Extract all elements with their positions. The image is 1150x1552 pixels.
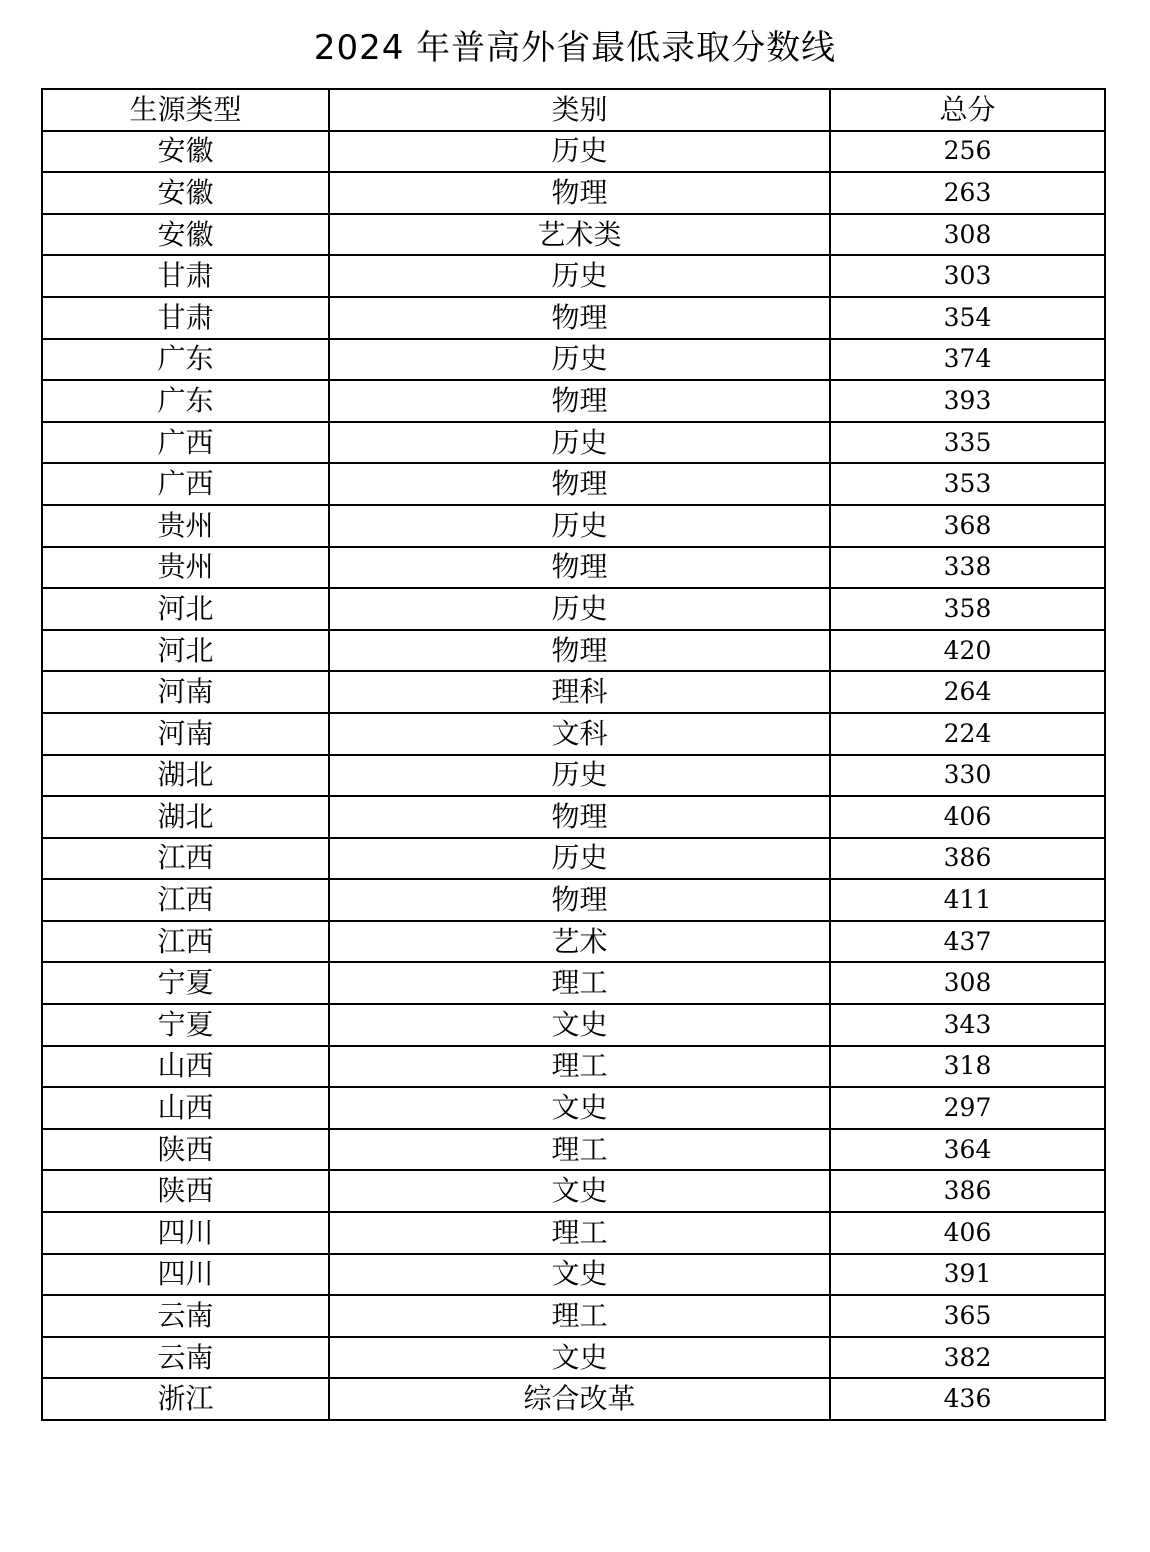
cell-total-score: 436 bbox=[830, 1378, 1105, 1420]
header-source-type: 生源类型 bbox=[42, 89, 329, 131]
table-row bbox=[42, 755, 1105, 797]
table-row bbox=[42, 380, 1105, 422]
cell-category: 文史 bbox=[329, 1004, 830, 1046]
cell-total-score: 411 bbox=[830, 879, 1105, 921]
cell-category: 文史 bbox=[329, 1337, 830, 1379]
cell-source-type: 河北 bbox=[42, 630, 329, 672]
table-row bbox=[42, 1170, 1105, 1212]
table-row bbox=[42, 1212, 1105, 1254]
cell-source-type: 安徽 bbox=[42, 172, 329, 214]
table-row bbox=[42, 422, 1105, 464]
cell-source-type: 广东 bbox=[42, 339, 329, 381]
cell-total-score: 338 bbox=[830, 547, 1105, 589]
cell-source-type: 广西 bbox=[42, 422, 329, 464]
cell-total-score: 330 bbox=[830, 755, 1105, 797]
table-row bbox=[42, 796, 1105, 838]
cell-category: 物理 bbox=[329, 547, 830, 589]
cell-source-type: 湖北 bbox=[42, 796, 329, 838]
cell-source-type: 贵州 bbox=[42, 505, 329, 547]
table-row bbox=[42, 172, 1105, 214]
cell-source-type: 四川 bbox=[42, 1212, 329, 1254]
cell-source-type: 甘肃 bbox=[42, 255, 329, 297]
table-row bbox=[42, 131, 1105, 173]
cell-category: 理工 bbox=[329, 1295, 830, 1337]
cell-category: 历史 bbox=[329, 755, 830, 797]
table-row bbox=[42, 339, 1105, 381]
cell-total-score: 353 bbox=[830, 463, 1105, 505]
cell-total-score: 318 bbox=[830, 1046, 1105, 1088]
cell-source-type: 广西 bbox=[42, 463, 329, 505]
cell-category: 理工 bbox=[329, 1212, 830, 1254]
table-row bbox=[42, 505, 1105, 547]
cell-total-score: 368 bbox=[830, 505, 1105, 547]
cell-category: 文史 bbox=[329, 1254, 830, 1296]
cell-total-score: 386 bbox=[830, 838, 1105, 880]
cell-category: 物理 bbox=[329, 879, 830, 921]
cell-source-type: 山西 bbox=[42, 1046, 329, 1088]
table-row bbox=[42, 297, 1105, 339]
header-total-score: 总分 bbox=[830, 89, 1105, 131]
cell-total-score: 406 bbox=[830, 796, 1105, 838]
cell-source-type: 贵州 bbox=[42, 547, 329, 589]
cell-category: 理工 bbox=[329, 1046, 830, 1088]
cell-total-score: 308 bbox=[830, 962, 1105, 1004]
cell-source-type: 江西 bbox=[42, 921, 329, 963]
cell-source-type: 陕西 bbox=[42, 1170, 329, 1212]
table-row bbox=[42, 547, 1105, 589]
table-row bbox=[42, 1087, 1105, 1129]
cell-total-score: 256 bbox=[830, 131, 1105, 173]
cell-source-type: 宁夏 bbox=[42, 962, 329, 1004]
cell-category: 文科 bbox=[329, 713, 830, 755]
cell-category: 物理 bbox=[329, 630, 830, 672]
cell-total-score: 406 bbox=[830, 1212, 1105, 1254]
cell-category: 物理 bbox=[329, 297, 830, 339]
cell-total-score: 297 bbox=[830, 1087, 1105, 1129]
table-row bbox=[42, 713, 1105, 755]
cell-category: 艺术 bbox=[329, 921, 830, 963]
cell-source-type: 安徽 bbox=[42, 131, 329, 173]
cell-category: 历史 bbox=[329, 255, 830, 297]
cell-category: 理科 bbox=[329, 671, 830, 713]
cell-source-type: 甘肃 bbox=[42, 297, 329, 339]
cell-total-score: 437 bbox=[830, 921, 1105, 963]
cell-source-type: 四川 bbox=[42, 1254, 329, 1296]
cell-total-score: 308 bbox=[830, 214, 1105, 256]
cell-source-type: 云南 bbox=[42, 1337, 329, 1379]
cell-total-score: 303 bbox=[830, 255, 1105, 297]
cell-source-type: 江西 bbox=[42, 879, 329, 921]
cell-category: 艺术类 bbox=[329, 214, 830, 256]
table-row bbox=[42, 1129, 1105, 1171]
cell-category: 物理 bbox=[329, 172, 830, 214]
cell-total-score: 343 bbox=[830, 1004, 1105, 1046]
table-row bbox=[42, 214, 1105, 256]
table-row bbox=[42, 921, 1105, 963]
cell-total-score: 382 bbox=[830, 1337, 1105, 1379]
cell-category: 历史 bbox=[329, 505, 830, 547]
cell-source-type: 广东 bbox=[42, 380, 329, 422]
table-row bbox=[42, 255, 1105, 297]
cell-source-type: 浙江 bbox=[42, 1378, 329, 1420]
cell-source-type: 云南 bbox=[42, 1295, 329, 1337]
cell-source-type: 山西 bbox=[42, 1087, 329, 1129]
table-row bbox=[42, 1046, 1105, 1088]
cell-category: 理工 bbox=[329, 962, 830, 1004]
table-row bbox=[42, 671, 1105, 713]
cell-source-type: 陕西 bbox=[42, 1129, 329, 1171]
table-row bbox=[42, 1295, 1105, 1337]
cell-total-score: 335 bbox=[830, 422, 1105, 464]
cell-source-type: 河南 bbox=[42, 713, 329, 755]
cell-total-score: 393 bbox=[830, 380, 1105, 422]
cell-total-score: 354 bbox=[830, 297, 1105, 339]
cell-total-score: 391 bbox=[830, 1254, 1105, 1296]
table-body bbox=[42, 131, 1105, 1420]
table-row bbox=[42, 1254, 1105, 1296]
table-row bbox=[42, 588, 1105, 630]
cell-category: 物理 bbox=[329, 380, 830, 422]
table-row bbox=[42, 1337, 1105, 1379]
cell-category: 历史 bbox=[329, 422, 830, 464]
cell-source-type: 宁夏 bbox=[42, 1004, 329, 1046]
cell-category: 理工 bbox=[329, 1129, 830, 1171]
cell-source-type: 河南 bbox=[42, 671, 329, 713]
table-header-row bbox=[42, 89, 1105, 131]
cell-total-score: 420 bbox=[830, 630, 1105, 672]
table-header bbox=[42, 89, 1105, 131]
cell-total-score: 264 bbox=[830, 671, 1105, 713]
cell-total-score: 365 bbox=[830, 1295, 1105, 1337]
page-title: 2024 年普高外省最低录取分数线 bbox=[313, 28, 837, 68]
cell-source-type: 湖北 bbox=[42, 755, 329, 797]
cell-category: 文史 bbox=[329, 1087, 830, 1129]
cell-source-type: 安徽 bbox=[42, 214, 329, 256]
cell-total-score: 364 bbox=[830, 1129, 1105, 1171]
cell-total-score: 358 bbox=[830, 588, 1105, 630]
cell-total-score: 263 bbox=[830, 172, 1105, 214]
table-row bbox=[42, 630, 1105, 672]
cell-total-score: 386 bbox=[830, 1170, 1105, 1212]
cell-category: 文史 bbox=[329, 1170, 830, 1212]
table-row bbox=[42, 879, 1105, 921]
cell-category: 历史 bbox=[329, 131, 830, 173]
cell-category: 历史 bbox=[329, 838, 830, 880]
table-row bbox=[42, 1378, 1105, 1420]
header-category: 类别 bbox=[329, 89, 830, 131]
cell-source-type: 河北 bbox=[42, 588, 329, 630]
cell-category: 综合改革 bbox=[329, 1378, 830, 1420]
score-table bbox=[41, 88, 1106, 1421]
table-row bbox=[42, 1004, 1105, 1046]
table-row bbox=[42, 962, 1105, 1004]
cell-category: 物理 bbox=[329, 796, 830, 838]
table-row bbox=[42, 838, 1105, 880]
cell-source-type: 江西 bbox=[42, 838, 329, 880]
cell-category: 历史 bbox=[329, 588, 830, 630]
cell-category: 物理 bbox=[329, 463, 830, 505]
cell-total-score: 374 bbox=[830, 339, 1105, 381]
cell-total-score: 224 bbox=[830, 713, 1105, 755]
table-row bbox=[42, 463, 1105, 505]
cell-category: 历史 bbox=[329, 339, 830, 381]
